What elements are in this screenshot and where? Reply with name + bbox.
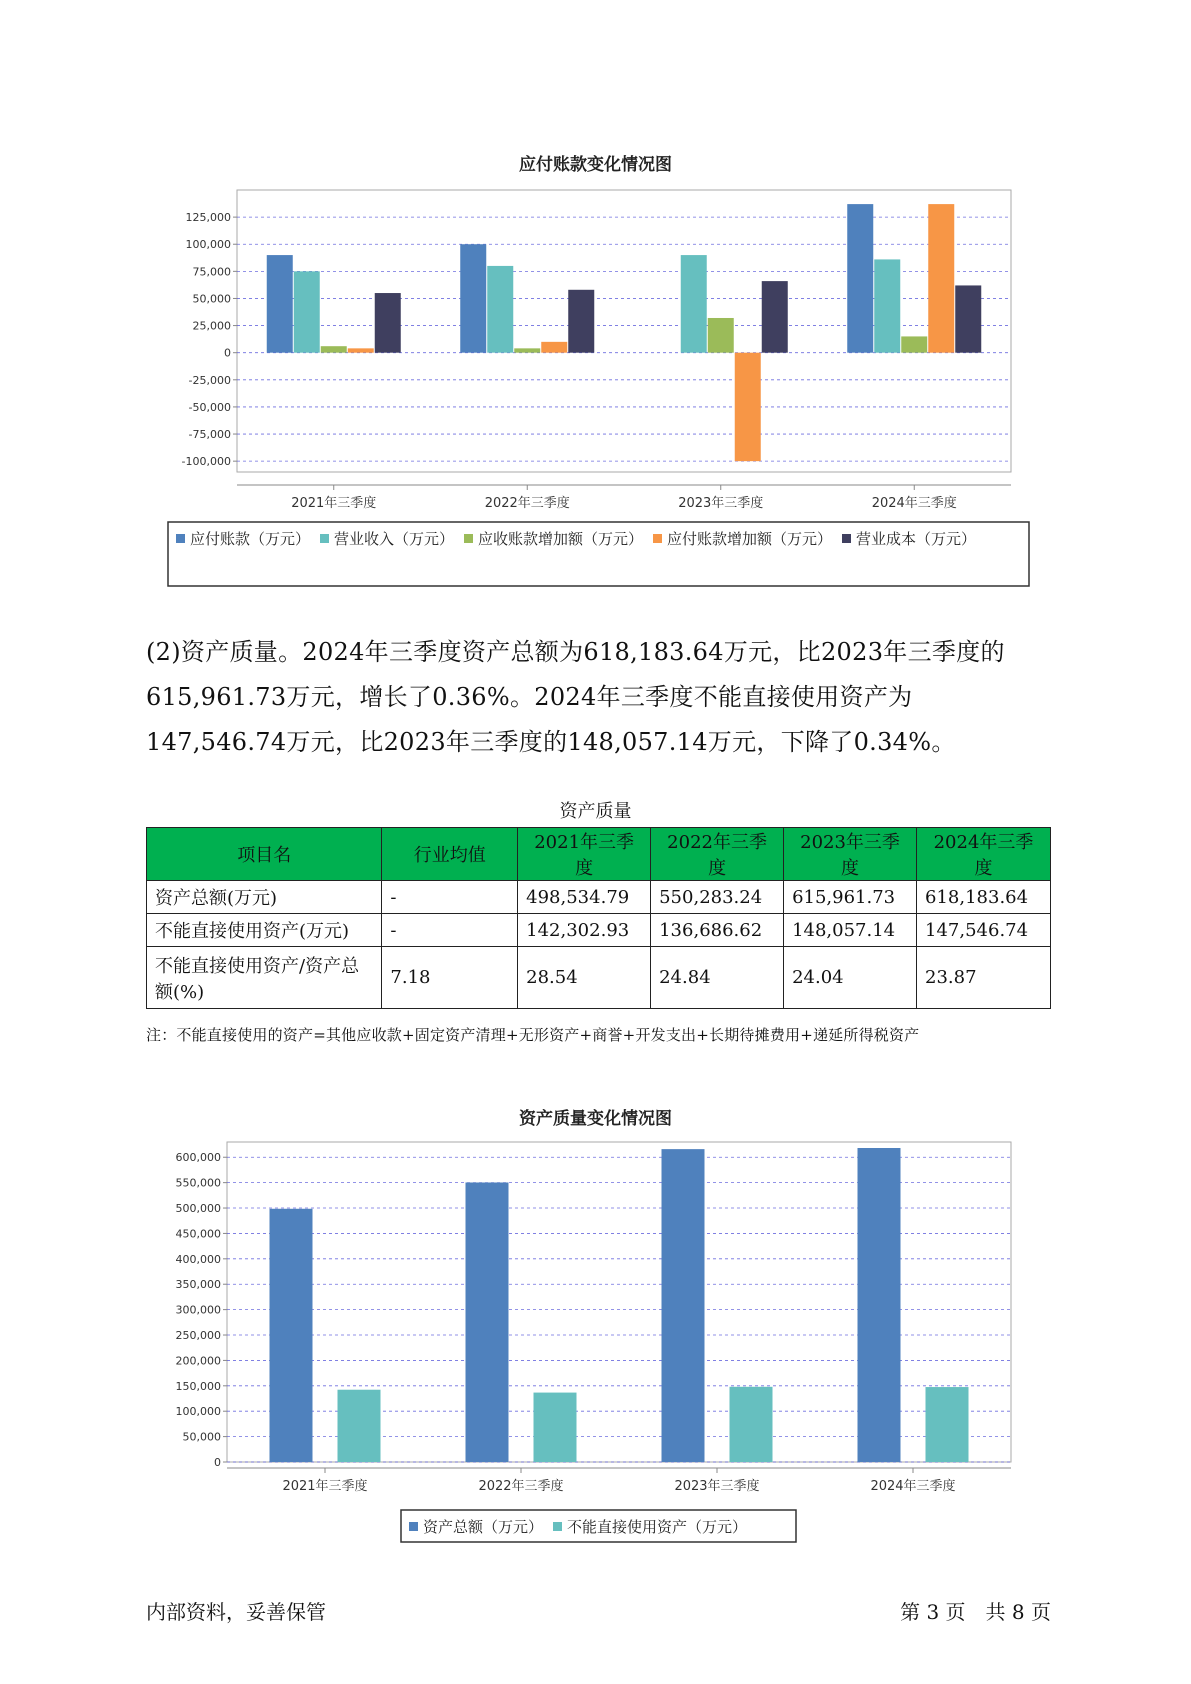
y-tick-label: 50,000 [182,1430,221,1444]
bar [874,259,900,352]
bar [294,271,320,352]
bar [762,281,788,353]
table-cell: 资产总额(万元) [147,881,382,914]
y-tick-label: -25,000 [188,373,231,387]
legend-label: 营业收入（万元） [334,530,455,548]
legend-swatch [176,534,185,543]
bar [926,1387,969,1462]
legend-label: 资产总额（万元） [423,1518,544,1536]
bar [847,204,873,353]
y-tick-label: 100,000 [185,238,231,252]
x-tick-label: 2021年三季度 [291,496,377,511]
bar [460,244,486,352]
chart2-svg [0,1130,1191,1550]
table-cell: 142,302.93 [518,914,651,947]
y-tick-label: 200,000 [175,1354,221,1368]
bar [348,348,374,352]
y-tick-label: 600,000 [175,1151,221,1165]
bar [321,346,347,353]
table-caption: 资产质量 [559,801,632,822]
x-tick-label: 2022年三季度 [478,1479,564,1494]
y-tick-label: 300,000 [175,1303,221,1317]
asset-quality-paragraph: (2)资产质量。2024年三季度资产总额为618,183.64万元，比2023年三季度的615,961.73万元，增长了0.36%。2024年三季度不能直接使用资产为147,546.74万元，比2023年三季度的148,057.14万元，下降了0.34%。 [146,638,1005,756]
table-cell: 148,057.14 [784,914,917,947]
legend-swatch [842,534,851,543]
legend-swatch [553,1522,562,1531]
legend-label: 应付账款增加额（万元） [667,530,833,548]
table-header-row [147,828,1051,881]
bar [267,255,293,353]
table-cell: - [382,914,518,947]
y-tick-label: 125,000 [185,211,231,225]
legend-label: 应付账款（万元） [190,530,311,548]
x-tick-label: 2023年三季度 [674,1479,760,1494]
bar [466,1182,509,1462]
table-header-cell: 行业均值 [382,828,518,881]
bar [735,353,761,461]
bar [568,290,594,353]
x-tick-label: 2024年三季度 [870,1479,956,1494]
bar [955,285,981,352]
bar [730,1387,773,1462]
table-header-cell: 2024年三季度 [917,828,1051,881]
bar [928,204,954,353]
legend-label: 不能直接使用资产（万元） [567,1518,748,1536]
legend-swatch [653,534,662,543]
y-tick-label: 250,000 [175,1329,221,1343]
table-cell: 498,534.79 [518,881,651,914]
bar [375,293,401,353]
table-cell: 24.04 [784,947,917,1009]
table-header-cell: 2021年三季度 [518,828,651,881]
table-row [147,914,1051,947]
y-tick-label: 100,000 [175,1405,221,1419]
table-cell: - [382,881,518,914]
table-cell: 28.54 [518,947,651,1009]
y-tick-label: -75,000 [188,428,231,442]
legend-label: 应收账款增加额（万元） [478,530,644,548]
y-tick-label: 25,000 [192,319,231,333]
footer-confidential: 内部资料，妥善保管 [146,1600,326,1624]
legend-swatch [409,1522,418,1531]
legend-swatch [320,534,329,543]
x-tick-label: 2024年三季度 [871,496,957,511]
y-tick-label: 0 [214,1456,221,1469]
table-cell: 550,283.24 [651,881,784,914]
bar [514,348,540,352]
table-header-cell: 2023年三季度 [784,828,917,881]
x-tick-label: 2022年三季度 [484,496,570,511]
y-tick-label: 50,000 [192,292,231,306]
bar [534,1393,577,1462]
chart1-svg [0,170,1191,600]
bar [901,336,927,352]
table-cell: 不能直接使用资产/资产总额(%) [147,947,382,1009]
chart2-title: 资产质量变化情况图 [519,1109,672,1129]
bar [338,1390,381,1462]
bar [541,342,567,353]
y-tick-label: -50,000 [188,400,231,414]
y-tick-label: 400,000 [175,1252,221,1266]
table-cell: 23.87 [917,947,1051,1009]
y-tick-label: -100,000 [181,455,231,469]
y-tick-label: 350,000 [175,1278,221,1292]
table-note: 注：不能直接使用的资产=其他应收款+固定资产清理+无形资产+商誉+开发支出+长期待摊费用+递延所得税资产 [146,1026,920,1044]
x-tick-label: 2021年三季度 [282,1479,368,1494]
table-header-cell: 项目名 [147,828,382,881]
bar [681,255,707,353]
bar [270,1209,313,1462]
x-tick-label: 2023年三季度 [678,496,764,511]
chart1-title: 应付账款变化情况图 [519,155,672,175]
table-cell: 615,961.73 [784,881,917,914]
asset-quality-table [146,827,1051,1009]
bar [708,318,734,353]
table-cell: 不能直接使用资产(万元) [147,914,382,947]
table-row [147,947,1051,1009]
y-tick-label: 550,000 [175,1176,221,1190]
table-header-cell: 2022年三季度 [651,828,784,881]
y-tick-label: 75,000 [192,265,231,279]
y-tick-label: 0 [224,346,231,360]
footer-page-number: 第 3 页 共 8 页 [900,1600,1051,1624]
table-row [147,881,1051,914]
bar [662,1149,705,1462]
legend-label: 营业成本（万元） [856,530,977,548]
legend-swatch [464,534,473,543]
table-cell: 147,546.74 [917,914,1051,947]
y-tick-label: 450,000 [175,1227,221,1241]
bar [858,1148,901,1462]
table-cell: 24.84 [651,947,784,1009]
y-tick-label: 150,000 [175,1379,221,1393]
table-cell: 618,183.64 [917,881,1051,914]
table-cell: 136,686.62 [651,914,784,947]
bar [487,266,513,353]
table-cell: 7.18 [382,947,518,1009]
y-tick-label: 500,000 [175,1202,221,1216]
